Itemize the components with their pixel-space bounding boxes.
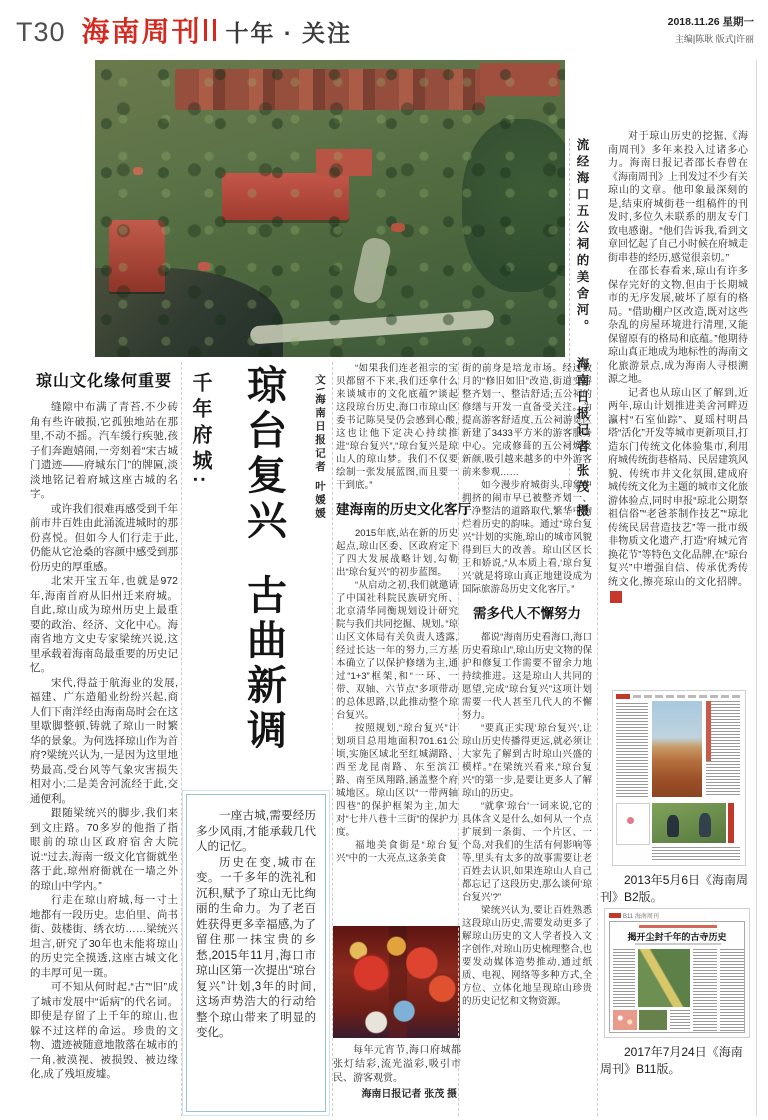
clipping-2017 [604,908,750,1038]
photo-foliage-texture [95,60,565,357]
lantern-photo [333,926,460,1038]
clipping-map-marker [627,817,634,824]
headline-kicker: 千年府城: [189,372,211,489]
lantern-caption-block [333,1044,461,1102]
lantern-credit: 海南日报记者 张茂 摄 [361,1089,457,1100]
photo-roof-dot-3 [133,167,143,175]
paragraph: “如果我们连老祖宗的宝贝都留不下来,我们还拿什么来谈城市的文化底蕴?”谈起这段琼台历史,海口市琼山区委书记陈昊旻仍会感到心酸,这也让他下定决心持续推进“琼台复兴”,“琼台复兴是琼山人的琼山梦。我们不仅要绘制一张发展蓝图,而且要一干到底。” [336,363,458,491]
rail-paragraph: 对于琼山历史的挖掘,《海南周刊》多年来投入过诸多心力。海南日报记者邵长春曾在《海南周刊》上刊发过不少有关琼山的文章。他印象最深刻的是,结束府城街巷一组稿件的刊发时,多位久未联系的朋友专门致电感谢。“他们告诉我,看到文章回忆起了自己小时候在府城走街串巷的经历,感觉很亲切。” [608,131,748,264]
clipping-photo-dirt-road [652,701,702,797]
column-divider [597,362,598,1116]
clipping-masthead [616,693,742,699]
clipping-figure [699,813,711,837]
headline-part-2: 古曲新调 [240,574,287,754]
page-edge-rule [756,60,757,1116]
clipping-series-strip [639,925,717,928]
rail-paragraph: 在邵长春看来,琼山有许多保存完好的文物,但由于长期城市的无序发展,破坏了原有的格局。“借助棚户区改造,既对这些杂乱的房屋环境进行清理,又能保留原有的格局和底蕴。”他期待琼山真正地成为地标性的海南文化旅游景点,成为海南人寻根溯源之地。 [608,266,748,385]
column-divider [458,362,459,1116]
clipping-logo-icon [609,913,621,918]
paragraph: 如今漫步府城街头,印象中拥挤的闹市早已被整齐划一、干净整洁的道路取代,繁华中绚烂着历史的韵味。通过“琼台复兴”计划的实施,琼山的城市风貌得到巨大的改善。琼山区区长王和娇说,“从本质上看,‘琼台复兴’就是将琼山真正地建设成为国际旅游岛历史文化客厅。” [462,480,592,595]
paragraph: 福地美食街是“琼台复兴”中的一大亮点,这条美食 [336,840,458,864]
clipping-title-strip [706,701,711,761]
clipping-text-column [720,949,744,1031]
rail-paragraph-text: 记者也从琼山区了解到,近两年,琼山计划推进美舍河畔迈瀛村“石室仙踪”、夏瑶村明昌塔“活化”开发等城市更新项目,打造东门传统文化体验集市,利用府城传统街巷格局、民居建筑风貌、传统市井文化氛围,建成府城传统文化为主题的城市文化旅游体验点,同时申报“琼北公期祭祖信俗”“老爸茶制作技艺”“琼北传统民居营造技艺”等一批市级非物质文化遗产,打造“府城元宵换花节”等特色文化品牌,在“琼台复兴”中增强自信、传承优秀传统文化,擦亮琼山的文化招牌。 [608,387,748,588]
section-head-2: 建海南的历史文化客厅 [336,502,471,517]
column-divider [181,362,182,1116]
clipping-text-column [652,847,740,861]
clipping-map [616,803,650,845]
paragraph: “就拿‘琼台’一词来说,它的具体含义是什么,如何从一个点扩展到一条街、一个片区、一个岛,对我们的生活有何影响等等,里头有太多的故事需要让老百姓去认识,如果连琼山人自己都忘记了这段历史,那么谈何‘琼台复兴’?” [462,801,592,903]
main-photo-caption-text: 流经海口五公祠的美舍河。 [575,138,589,336]
page-header [16,10,352,50]
column-divider [332,362,333,1116]
masthead-logo: 海南周刊 [81,16,202,47]
paragraph: 行走在琼山府城,每一寸土地都有一段历史。忠伯里、尚书街、鼓楼街、绣衣坊……梁统兴坦言,研究了30年也未能将琼山的历史完全摸透,这座古城文化的丰厚可见一斑。 [30,894,178,979]
page-code: T30 [16,17,66,47]
clipping-text-column [670,1010,690,1030]
masthead-logo-bars-icon [204,19,216,41]
clipping-aerial-photo [638,949,690,1007]
clipping-photo-people [652,803,726,843]
lantern-caption: 每年元宵节,海口府城都张灯结彩,流光溢彩,吸引市民、游客观赏。 [333,1045,461,1084]
paragraph: “要真正实现‘琼台复兴’,让琼山历史传播得更远,就必须让大家先了解到古时琼山兴盛的模样。”在梁统兴看来,“琼台复兴”的第一步,是要让更多人了解琼山的历史。 [462,723,592,799]
photo-roof-dot [198,262,210,271]
lantern-photo-lanterns [333,926,460,1038]
clipping-text-column [706,701,740,797]
article-column-4 [462,362,592,1008]
paragraph: 跟随梁统兴的脚步,我们来到文庄路。70多岁的他指了指眼前的琼山区政府宿舍大院说:“过去,海南一级文化官衙就坐落于此,琼州府衙就在一墙之外的琼山中学内。” [30,807,178,892]
clipping-logo-icon [616,694,630,699]
section-head-1: 琼山文化缘何重要 [35,373,172,390]
clipping-masthead-line [633,695,742,698]
clipping-2013 [612,690,746,866]
issue-date: 2018.11.26 星期一 [667,16,754,28]
paragraph: 宋代,得益于航海业的发展,福建、广东造船业纷纷兴起,商人们下南洋经由海南岛时会在这里歇脚整顿,铸就了琼山一时繁华的景象。为何选择琼山作为首府?梁统兴认为,一是因为这里地势最高,受台风等气象灾害损失相对小;二是美舍河流经于此,交通便利。 [30,676,178,805]
paragraph: 街的前身是培龙市场。经过数月的“修旧如旧”改造,街道变得整齐划一、整洁舒适;五公祠的修缮与开发一直备受关注。为提高游客舒适度,五公祠游览区新建了3433平方米的游客服务中心。完成修葺的五公祠焕发新颜,吸引越来越多的中外游客前来参观…… [462,363,592,478]
paragraph: 2015年底,站在新的历史起点,琼山区委、区政府定下了四大发展战略计划,勾勒出“琼台复兴”的初步蓝图。 [336,528,458,578]
article-column-1 [30,362,178,1082]
clipping-caption-strip [728,803,734,843]
headline-block [186,364,328,788]
paragraph: “从启动之初,我们就邀请了中国社科院民族研究所、北京清华同衡规划设计研究院与我们共同挖掘、规划。”琼山区文体局有关负责人透露,经过长达一年的努力,三方基本确立了以保护修缮为主,通过“1+3”框架,和“一环、一带、双轴、六节点”多项带动的总体思路,以此推动整个琼台复兴。 [336,580,458,721]
paragraph: 可不知从何时起,“古”“旧”成了城市发展中“诟病”的代名词。即使是存留了上千年的琼山,也躲不过这样的命运。珍贵的文物、遗迹被随意地散落在城市的一角,被漠视、被损毁、被边缘化,成了残垣废墟。 [30,981,178,1080]
clipping-caption: 2017年7月24日《海南周刊》B11版。 [600,1045,743,1076]
editors-line: 主编|陈耿 版式|许丽 [674,34,754,44]
main-headline [236,364,293,788]
clipping-text-column [616,703,648,797]
clipping-masthead-text: B11 海南周刊 [623,914,659,920]
clipping-text-column [693,949,717,1031]
right-column [608,130,748,603]
headline-part-1: 琼台复兴 [240,364,287,544]
paragraph: 梁统兴认为,要让百姓熟悉这段琼山历史,需要发动更多了解琼山历史的文人学者投入文字创作,对琼山历史梳理整合,也要发动媒体造势推动,通过纸质、电视、网络等多种方式,全方位、立体化地呈现琼山珍贵的历史记忆和文物资源。 [462,905,592,1007]
clipping-subline [635,943,721,945]
clipping-text-column [613,949,635,1007]
paragraph: 按照规划,“琼台复兴”计划项目总用地面积701.61公顷,实施区域北至红城湖路、西至龙昆南路、东至滨江路、南至凤翔路,涵盖整个府城地区。琼山区以“一带两轴四巷”的保护框架为主,加大对“七井八巷十三街”的保护力度。 [336,723,458,838]
clipping-masthead [609,911,659,920]
intro-paragraph: 一座古城,需要经历多少风雨,才能承载几代人的记忆。 [196,810,316,853]
main-photo [95,60,565,357]
section-head-3: 需多代人不懈努力 [473,606,581,621]
clipping-artifact-photo [613,1010,637,1030]
paragraph: 都说“海南历史看海口,海口历史看琼山”,琼山历史文物的保护和修复工作需要不留余力地持续推进。这是琼山人共同的愿望,完成“琼台复兴”这项计划需要一代人甚至几代人的不懈努力。 [462,632,592,721]
clipping-caption: 2013年5月6日《海南周刊》B2版。 [600,873,749,904]
paragraph: 或许我们很难再感受到千年前市井百姓由此涌流进城时的那份喜悦。但如今人们行走于此,仍能从它沧桑的容颜中感受到那份历史的厚重感。 [30,502,178,573]
section-title: 十年 · 关注 [225,20,352,46]
paragraph: 缝隙中布满了青苔,不少砖角有些许破损,它孤独地站在那里,不动不摇。汽车缓行疾驰,孩子们奔跑嬉闹,一旁刻着“宋古城门遗迹——府城东门”的牌匾,淡淡地铭记着府城这座古城的名字。 [30,401,178,500]
main-photo-credit: 海南日报记者 张茂 摄 [575,357,589,521]
issue-info [668,14,754,45]
article-column-3 [336,362,471,865]
intro-paragraph: 历史在变,城市在变。一千多年的洗礼和沉积,赋予了琼山无比绚丽的生命力。为了老百姓获得更多幸福感,为了留住那一抹宝贵的乡愁,2015年11月,海口市琼山区第一次提出“琼台复兴”计划,3年的时间,这场声势浩大的行动给整个琼山带来了明显的变化。 [196,856,316,1039]
rail-paragraph [608,387,748,604]
clipping-figure [667,815,679,837]
photo-roof-dot-2 [391,223,405,232]
clipping-site-photo [639,1010,667,1030]
clipping-headline: 揭开尘封千年的古寺历史 [627,932,727,942]
intro-box [186,794,326,1112]
byline: 文\海南日报记者 叶媛媛 [314,374,326,521]
end-seal-icon: 琼 [610,591,622,603]
paragraph: 北宋开宝五年,也就是972年,海南首府从旧州迁来府城。自此,琼山成为琼州历史上最重要的政治、经济、文化中心。海南省地方文史专家梁统兴说,这里承载着海南岛最重要的历史记忆。 [30,575,178,674]
